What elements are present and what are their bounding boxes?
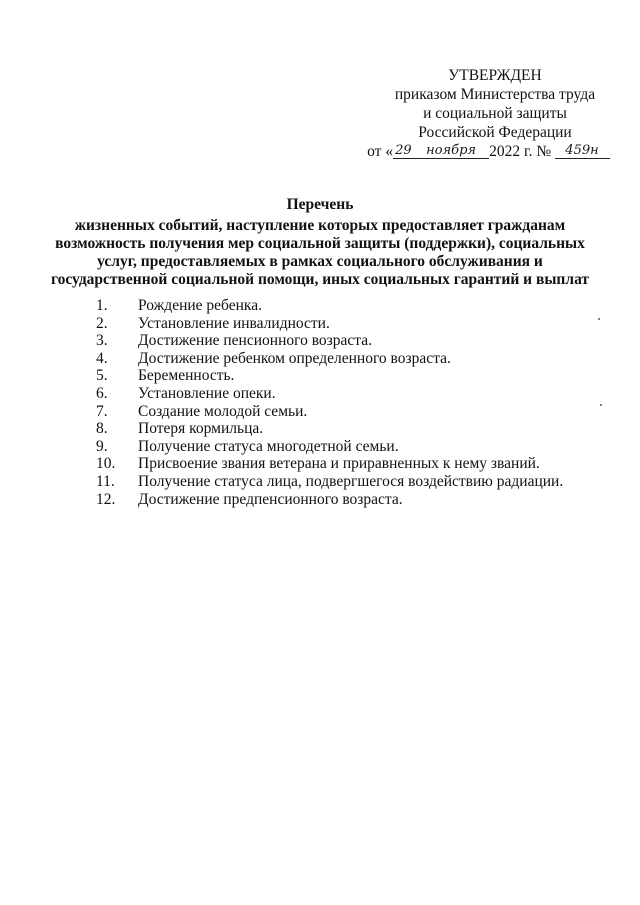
handwritten-month: ноября [414,144,489,159]
list-item-number: 4. [96,349,108,367]
life-events-list [96,297,616,508]
title-subtitle-line: услуг, предоставляемых в рамках социального обслуживания и [97,253,543,270]
list-item-text: Получение статуса многодетной семьи. [138,437,399,455]
list-item-text: Получение статуса лица, подвергшегося воздействию радиации. [138,472,564,490]
list-item [96,491,616,509]
list-item-number: 10. [96,455,116,473]
list-item [96,350,616,368]
list-item [96,438,616,456]
list-item [96,385,616,403]
list-item-number: 5. [96,367,108,385]
list-item-number: 6. [96,384,108,402]
date-prefix: от « [367,143,394,160]
list-item [96,403,616,421]
list-item-number: 1. [96,297,108,314]
list-item [96,367,616,385]
approval-line-1: приказом Министерства труда [394,86,596,103]
handwritten-order-number: 459н [555,144,610,159]
list-item-text: Установление опеки. [138,384,276,402]
list-item-number: 7. [96,402,108,420]
list-item [96,315,616,333]
approval-line-2: и социальной защиты [423,105,567,122]
list-item-text: Потеря кормильца. [138,420,264,438]
list-item-text: Присвоение звания ветерана и приравненных к нему званий. [138,455,540,473]
title-subtitle-line: жизненных событий, наступление которых предоставляет гражданам [74,217,566,234]
list-item-number: 12. [96,490,116,508]
list-item-number: 9. [96,437,108,455]
scan-speck [598,318,600,320]
date-year: 2022 г. № [489,143,552,160]
list-item-text: Достижение пенсионного возраста. [138,332,373,350]
list-item-text: Достижение предпенсионного возраста. [138,490,403,508]
scan-speck [600,404,602,406]
title-subtitle-line: возможность получения мер социальной защиты (поддержки), социальных [55,235,585,252]
list-item [96,420,616,438]
approval-date-line [360,142,630,161]
title-heading: Перечень [286,196,354,213]
list-item-number: 2. [96,314,108,332]
list-item-text: Рождение ребенка. [138,297,262,314]
title-subtitle-line: государственной социальной помощи, иных социальных гарантий и выплат [50,271,590,288]
list-item-text: Достижение ребенком определенного возраста. [138,349,451,367]
list-item [96,332,616,350]
list-item-text: Создание молодой семьи. [138,402,308,420]
list-item-number: 3. [96,332,108,350]
list-item-text: Установление инвалидности. [138,314,330,332]
list-item [96,297,616,315]
approval-status: УТВЕРЖДЕН [448,67,542,84]
approval-line-3: Российской Федерации [418,124,572,141]
approval-block [360,66,630,161]
document-title [40,196,600,289]
list-item-text: Беременность. [138,367,235,385]
handwritten-day: 29 [393,144,414,159]
list-item-number: 8. [96,420,108,438]
list-item [96,455,616,473]
list-item-number: 11. [96,472,115,490]
list-item [96,473,616,491]
